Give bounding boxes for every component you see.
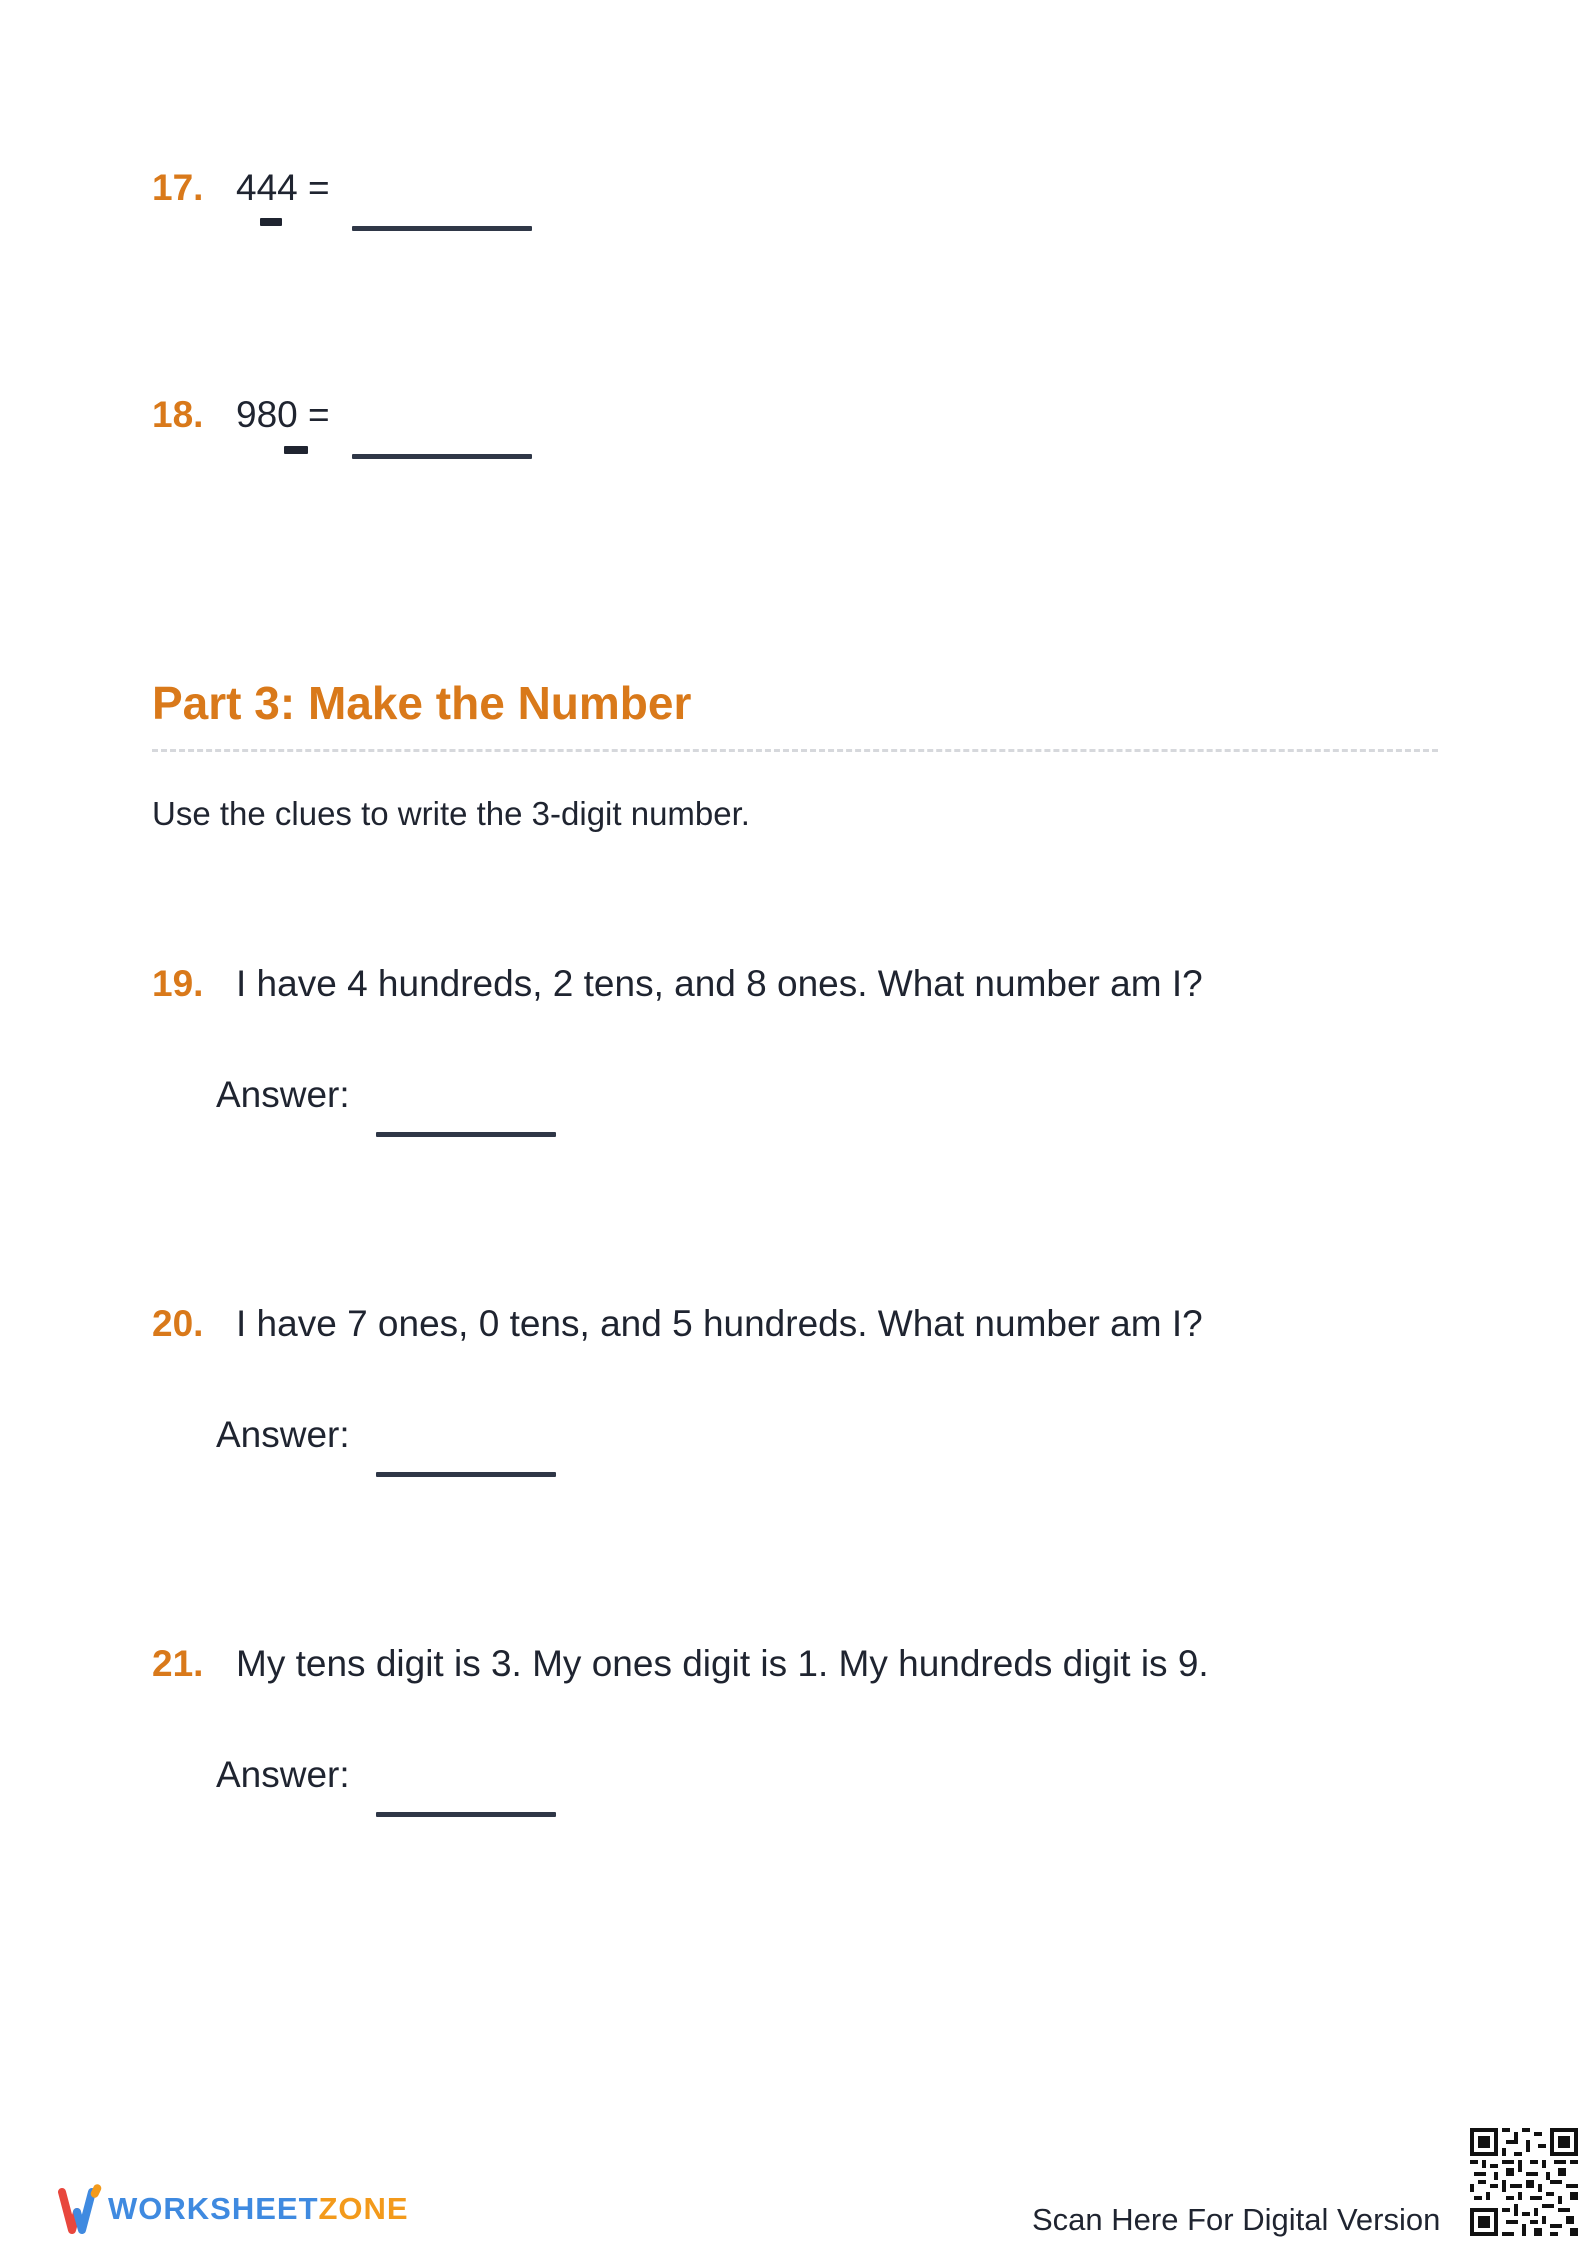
underline-digit-mark: [284, 446, 308, 454]
question-number-21: 21.: [152, 1643, 204, 1684]
question-number-18: 18.: [152, 394, 204, 435]
answer-label: Answer:: [216, 1414, 350, 1455]
answer-blank-17[interactable]: [352, 226, 532, 231]
section-instructions: Use the clues to write the 3-digit number.: [152, 795, 750, 832]
question-18-expression: 980 =: [236, 394, 330, 435]
worksheetzone-logo-text: WORKSHEETZONE: [108, 2191, 409, 2226]
question-number-20: 20.: [152, 1303, 204, 1344]
logo-accent-icon: [90, 2183, 102, 2199]
qr-code-icon[interactable]: [1470, 2128, 1578, 2236]
underline-digit-mark: [260, 218, 282, 226]
answer-blank-20[interactable]: [376, 1472, 556, 1477]
question-20-text: I have 7 ones, 0 tens, and 5 hundreds. What number am I?: [236, 1303, 1203, 1344]
answer-blank-21[interactable]: [376, 1812, 556, 1817]
answer-label: Answer:: [216, 1754, 350, 1795]
answer-blank-19[interactable]: [376, 1132, 556, 1137]
scan-instructions: Scan Here For Digital Version: [1032, 2202, 1441, 2237]
question-17-expression: 444 =: [236, 167, 330, 208]
section-divider: [152, 749, 1438, 752]
answer-blank-18[interactable]: [352, 454, 532, 459]
question-number-19: 19.: [152, 963, 204, 1004]
question-21-text: My tens digit is 3. My ones digit is 1. My hundreds digit is 9.: [236, 1643, 1209, 1684]
question-19-text: I have 4 hundreds, 2 tens, and 8 ones. What number am I?: [236, 963, 1203, 1004]
answer-label: Answer:: [216, 1074, 350, 1115]
section-title: Part 3: Make the Number: [152, 677, 692, 729]
question-number-17: 17.: [152, 167, 204, 208]
